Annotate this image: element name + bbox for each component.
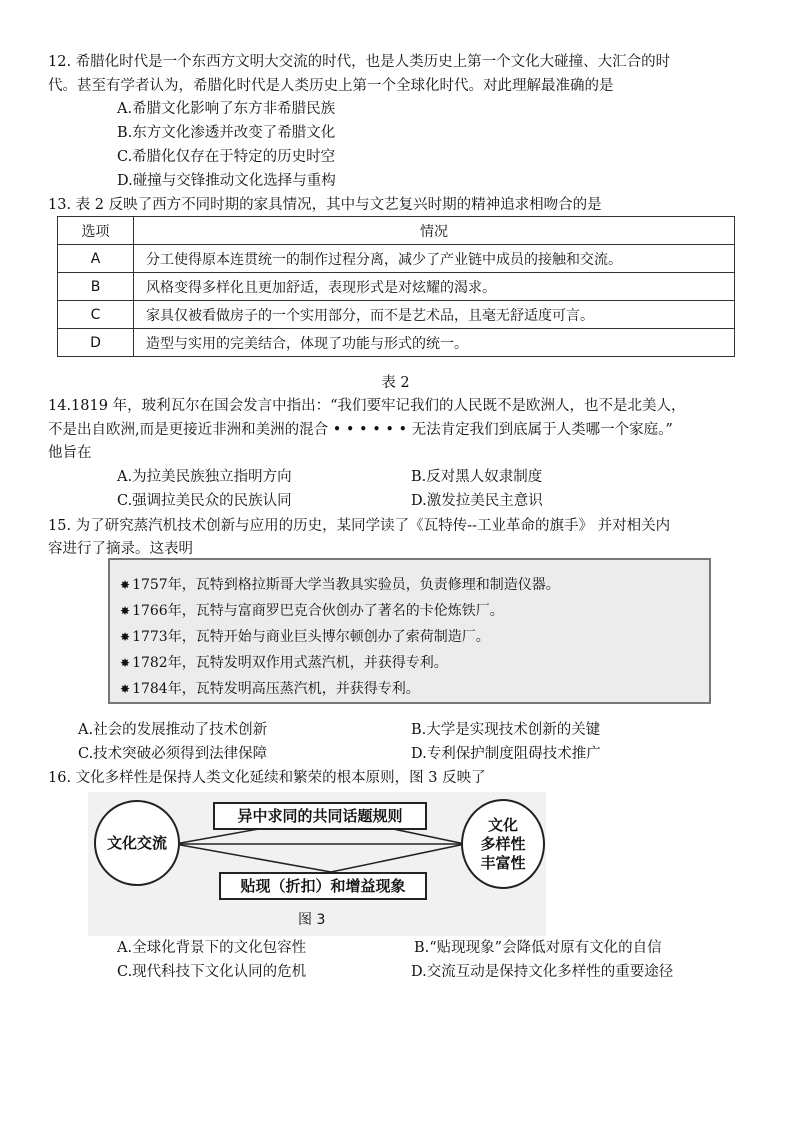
table-row (58, 273, 735, 301)
bullet-star-icon: ✸ (120, 578, 131, 592)
excerpt-entry: ✸ 1782年，瓦特发明双作用式蒸汽机，并获得专利。 (120, 655, 448, 671)
q16-stem: 16. 文化多样性是保持人类文化延续和繁荣的根本原则，图 3 反映了 (48, 770, 486, 786)
q12-stem-line2: 代。甚至有学者认为，希腊化时代是人类历史上第一个全球化时代。对此理解最准确的是 (48, 78, 614, 94)
q15-stem-line1: 15. 为了研究蒸汽机技术创新与应用的历史，某同学读了《瓦特传--工业革命的旗手》 并对相关内 (48, 518, 671, 534)
q12-option-b[interactable]: B.东方文化渗透并改变了希腊文化 (117, 125, 336, 141)
bullet-star-icon: ✸ (120, 604, 131, 618)
table-cell-letter: C (58, 301, 134, 329)
q12-option-c[interactable]: C.希腊化仅存在于特定的历史时空 (117, 149, 336, 165)
table-cell-text: 造型与实用的完美结合，体现了功能与形式的统一。 (134, 329, 735, 357)
q14-option-b[interactable]: B.反对黑人奴隶制度 (411, 469, 543, 485)
q12-stem-line1: 12. 希腊化时代是一个东西方文明大交流的时代，也是人类历史上第一个文化大碰撞、大汇合的时 (48, 54, 671, 70)
bullet-star-icon: ✸ (120, 630, 131, 644)
q14-option-d[interactable]: D.激发拉美民主意识 (411, 493, 543, 509)
q14-stem-line1: 14.1819 年，玻利瓦尔在国会发言中指出：“我们要牢记我们的人民既不是欧洲人，也不是北美人， (48, 398, 686, 414)
table-cell-letter: A (58, 245, 134, 273)
q12-option-d[interactable]: D.碰撞与交锋推动文化选择与重构 (117, 173, 336, 189)
cultural-diversity-circle: 文化 多样性 丰富性 (461, 799, 545, 889)
table-caption: 表 2 (381, 375, 410, 391)
bullet-star-icon: ✸ (120, 682, 131, 696)
bullet-star-icon: ✸ (120, 656, 131, 670)
q16-option-d[interactable]: D.交流互动是保持文化多样性的重要途径 (411, 964, 674, 980)
table-row (58, 245, 735, 273)
table-row (58, 301, 735, 329)
q15-option-c[interactable]: C.技术突破必须得到法律保障 (78, 746, 268, 762)
common-ground-label-box: 异中求同的共同话题规则 (213, 802, 427, 830)
q16-option-b[interactable]: B.“贴现现象”会降低对原有文化的自信 (414, 940, 662, 956)
table-header-option: 选项 (58, 217, 134, 245)
q16-option-a[interactable]: A.全球化背景下的文化包容性 (117, 940, 307, 956)
table-cell-letter: B (58, 273, 134, 301)
q13-stem: 13. 表 2 反映了西方不同时期的家具情况，其中与文艺复兴时期的精神追求相吻合的是 (48, 197, 602, 213)
q14-stem-line3: 他旨在 (48, 445, 92, 461)
q15-stem-line2: 容进行了摘录。这表明 (48, 541, 193, 557)
excerpt-entry: ✸ 1757年，瓦特到格拉斯哥大学当教具实验员，负责修理和制造仪器。 (120, 577, 560, 593)
q14-stem-line2: 不是出自欧洲,而是更接近非洲和美洲的混合 • • • • • • 无法肯定我们到底属于人类哪一个家庭。” (48, 422, 673, 438)
q14-option-a[interactable]: A.为拉美民族独立指明方向 (117, 469, 292, 485)
table-header-situation: 情况 (134, 217, 735, 245)
figure-caption: 图 3 (298, 912, 326, 928)
discount-gain-label-box: 贴现（折扣）和增益现象 (219, 872, 427, 900)
table-row (58, 329, 735, 357)
q16-option-c[interactable]: C.现代科技下文化认同的危机 (117, 964, 307, 980)
watt-excerpt-box (108, 558, 711, 704)
q15-option-b[interactable]: B.大学是实现技术创新的关键 (411, 722, 601, 738)
table-header-row (58, 217, 735, 245)
q15-option-a[interactable]: A.社会的发展推动了技术创新 (78, 722, 268, 738)
table-cell-text: 家具仅被看做房子的一个实用部分，而不是艺术品，且毫无舒适度可言。 (134, 301, 735, 329)
table-cell-text: 分工使得原本连贯统一的制作过程分离，减少了产业链中成员的接触和交流。 (134, 245, 735, 273)
figure-3-diagram (88, 792, 546, 936)
table-cell-text: 风格变得多样化且更加舒适，表现形式是对炫耀的渴求。 (134, 273, 735, 301)
cultural-exchange-circle: 文化交流 (94, 800, 180, 886)
table-cell-letter: D (58, 329, 134, 357)
q12-option-a[interactable]: A.希腊文化影响了东方非希腊民族 (117, 101, 336, 117)
q14-option-c[interactable]: C.强调拉美民众的民族认同 (117, 493, 292, 509)
excerpt-entry: ✸ 1766年，瓦特与富商罗巴克合伙创办了著名的卡伦炼铁厂。 (120, 603, 504, 619)
excerpt-entry: ✸ 1784年，瓦特发明高压蒸汽机，并获得专利。 (120, 681, 420, 697)
q15-option-d[interactable]: D.专利保护制度阻碍技术推广 (411, 746, 601, 762)
excerpt-entry: ✸ 1773年，瓦特开始与商业巨头博尔顿创办了索荷制造厂。 (120, 629, 490, 645)
furniture-table (57, 216, 735, 357)
